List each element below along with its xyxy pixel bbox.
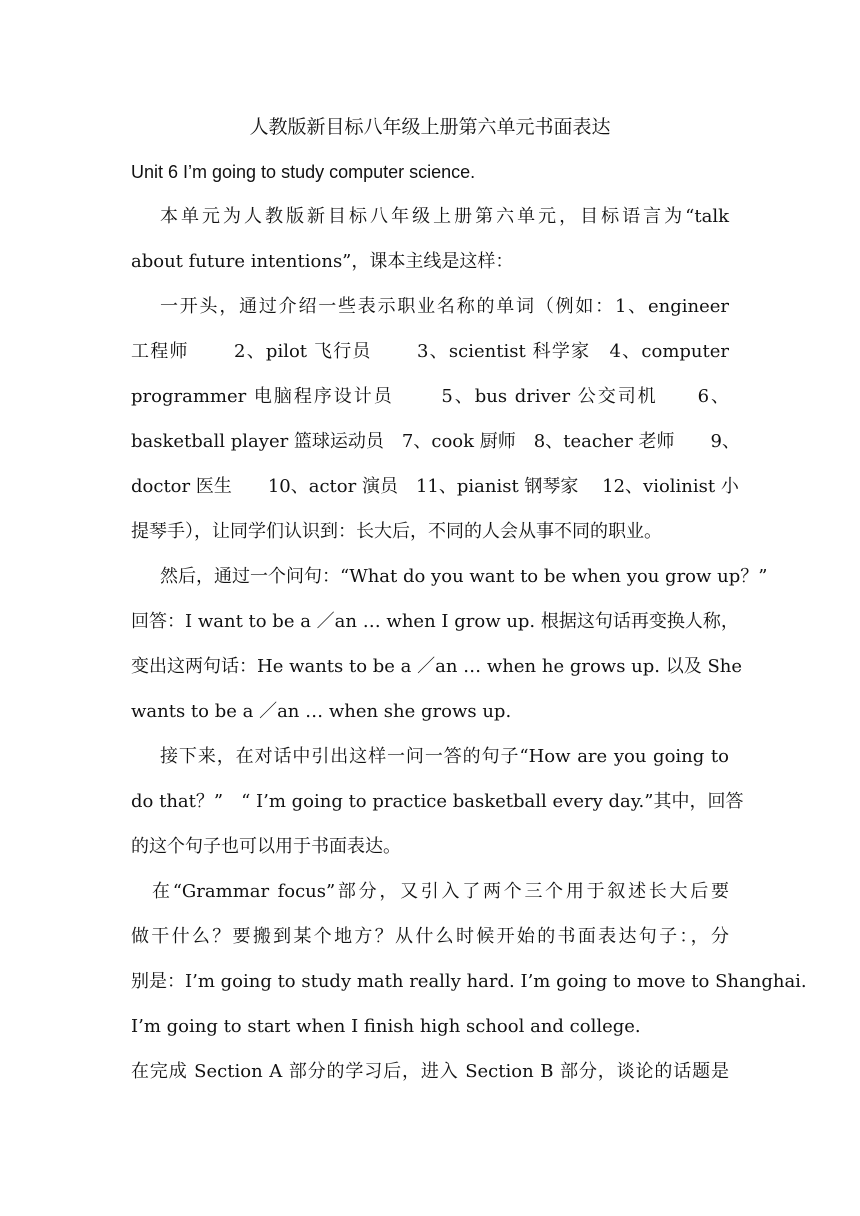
paragraph-line: 接下来，在对话中引出这样一问一答的句子“How are you going to: [160, 746, 729, 767]
paragraph-line: about future intentions”，课本主线是这样：: [131, 251, 514, 272]
paragraph-line: 提琴手），让同学们认识到：长大后，不同的人会从事不同的职业。: [131, 521, 662, 542]
paragraph-line: doctor 医生 10、actor 演员 11、pianist 钢琴家 12、violinist 小: [131, 476, 739, 497]
paragraph-line: 做干什么？要搬到某个地方？从什么时候开始的书面表达句子：，分: [131, 926, 729, 947]
paragraph-line: 本单元为人教版新目标八年级上册第六单元，目标语言为“talk: [160, 206, 729, 227]
paragraph-line: I’m going to start when I finish high school and college.: [131, 1016, 641, 1037]
paragraph-line: 别是：I’m going to study math really hard. I’m going to move to Shanghai.: [131, 971, 807, 992]
paragraph-line: wants to be a ／an … when she grows up.: [131, 701, 512, 722]
paragraph-line: do that？” “ I’m going to practice basketball every day.”其中，回答: [131, 791, 744, 812]
paragraph-line: basketball player 篮球运动员 7、cook 厨师 8、teacher 老师 9、: [131, 431, 740, 452]
document-title: 人教版新目标八年级上册第六单元书面表达: [249, 116, 611, 138]
unit-heading: Unit 6 I’m going to study computer science.: [131, 162, 476, 182]
paragraph-line: programmer 电脑程序设计员 5、bus driver 公交司机 6、: [131, 386, 729, 407]
paragraph-line: 一开头，通过介绍一些表示职业名称的单词（例如：1、engineer: [160, 296, 729, 317]
paragraph-line: 回答：I want to be a ／an … when I grow up. 根据这句话再变换人称，: [131, 611, 739, 632]
paragraph-line: 在完成 Section A 部分的学习后，进入 Section B 部分，谈论的话题是: [131, 1061, 729, 1082]
paragraph-line: 工程师 2、pilot 飞行员 3、scientist 科学家 4、computer: [131, 341, 729, 362]
paragraph-line: 在“Grammar focus”部分，又引入了两个三个用于叙述长大后要: [152, 881, 729, 902]
paragraph-line: 的这个句子也可以用于书面表达。: [131, 836, 401, 857]
paragraph-line: 然后，通过一个问句：“What do you want to be when you grow up？”: [160, 566, 768, 587]
paragraph-line: 变出这两句话：He wants to be a ／an … when he grows up. 以及 She: [131, 656, 743, 677]
